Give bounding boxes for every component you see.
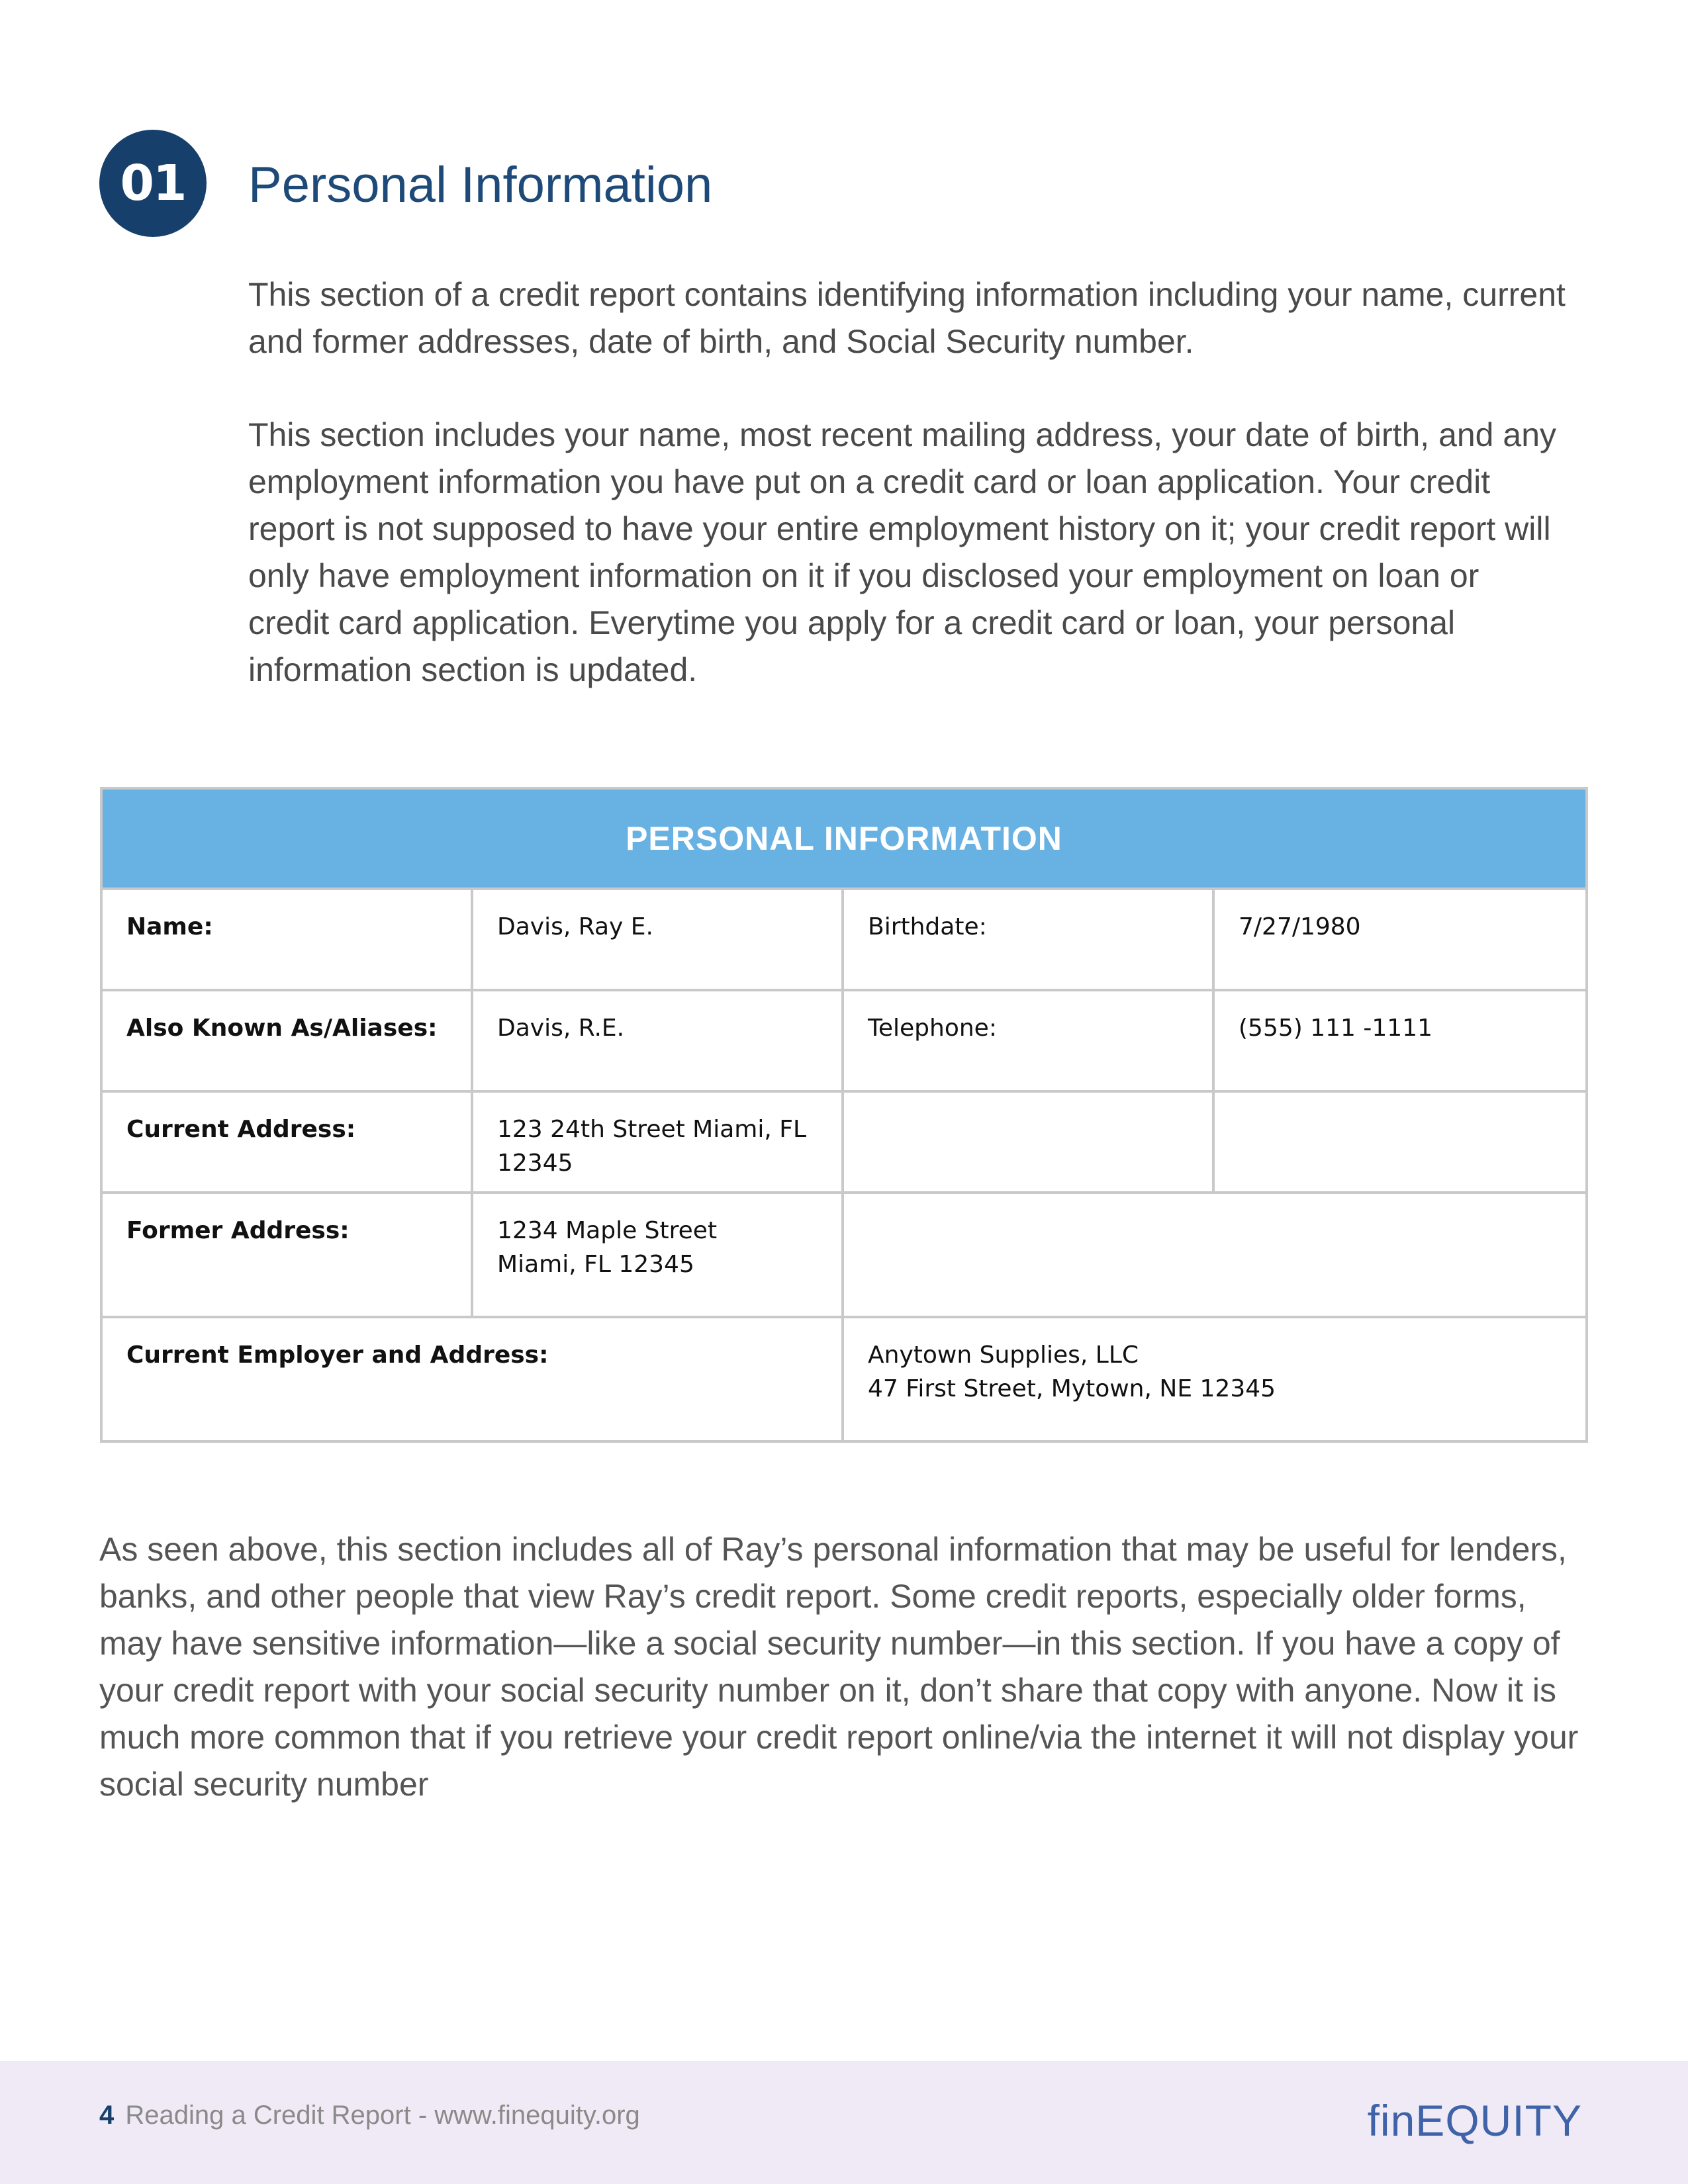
current-address-label: Current Address:	[103, 1093, 473, 1191]
table-row	[103, 1194, 1585, 1318]
page-number: 4	[99, 2101, 115, 2130]
table-row	[103, 1318, 1585, 1440]
former-address-value: 1234 Maple Street Miami, FL 12345	[473, 1194, 844, 1316]
footer-text: Reading a Credit Report - www.finequity.org	[125, 2101, 640, 2130]
former-address-label: Former Address:	[103, 1194, 473, 1316]
table-row	[103, 1093, 1585, 1194]
aliases-label: Also Known As/Aliases:	[103, 991, 473, 1090]
empty-cell	[1215, 1093, 1585, 1191]
telephone-value: (555) 111 -1111	[1239, 1015, 1433, 1042]
empty-cell	[844, 1093, 1215, 1191]
footer-caption	[99, 2101, 640, 2130]
current-address-value: 123 24th Street Miami, FL 12345	[473, 1093, 844, 1191]
birthdate-label: Birthdate:	[844, 890, 1215, 989]
section-title: Personal Information	[248, 157, 713, 213]
employer-label: Current Employer and Address:	[103, 1318, 844, 1440]
table-row	[103, 991, 1585, 1093]
table-header: PERSONAL INFORMATION	[103, 790, 1585, 890]
empty-cell	[844, 1194, 1585, 1316]
intro-paragraph-1: This section of a credit report contains identifying information including your name, current and former addresses, date of birth, and Social Security number.	[248, 276, 1566, 360]
aliases-value: Davis, R.E.	[473, 991, 844, 1090]
personal-information-table	[100, 787, 1588, 1443]
name-value: Davis, Ray E.	[473, 890, 844, 989]
page-footer	[0, 2061, 1688, 2184]
outro-paragraph: As seen above, this section includes all of Ray’s personal information that may be useful for lenders, banks, and other people that view Ray’s credit report. Some credit reports, especially older forms, may have sensitive information—like a social security number—in this section. If you have a copy of your credit report with your social security number on it, don’t share that copy with anyone. Now it is much more common that if you retrieve your credit report online/via the internet it will not display your social security number	[99, 1531, 1579, 1803]
intro-text	[248, 271, 1566, 694]
table-row	[103, 890, 1585, 991]
employer-value: Anytown Supplies, LLC 47 First Street, Mytown, NE 12345	[868, 1342, 1276, 1402]
intro-paragraph-2: This section includes your name, most recent mailing address, your date of birth, and any employment information you have put on a credit card or loan application. Your credit report is not supposed to have your entire employment history on it; your credit report will only have employment information on it if you disclosed your employment on loan or credit card application. Everytime you apply for a credit card or loan, your personal information section is updated.	[248, 416, 1557, 688]
telephone-label: Telephone:	[844, 991, 1215, 1090]
section-number-badge: 01	[99, 130, 207, 237]
birthdate-value: 7/27/1980	[1239, 913, 1361, 940]
name-label: Name:	[103, 890, 473, 989]
brand-logo: finEQUITY	[1367, 2096, 1582, 2145]
